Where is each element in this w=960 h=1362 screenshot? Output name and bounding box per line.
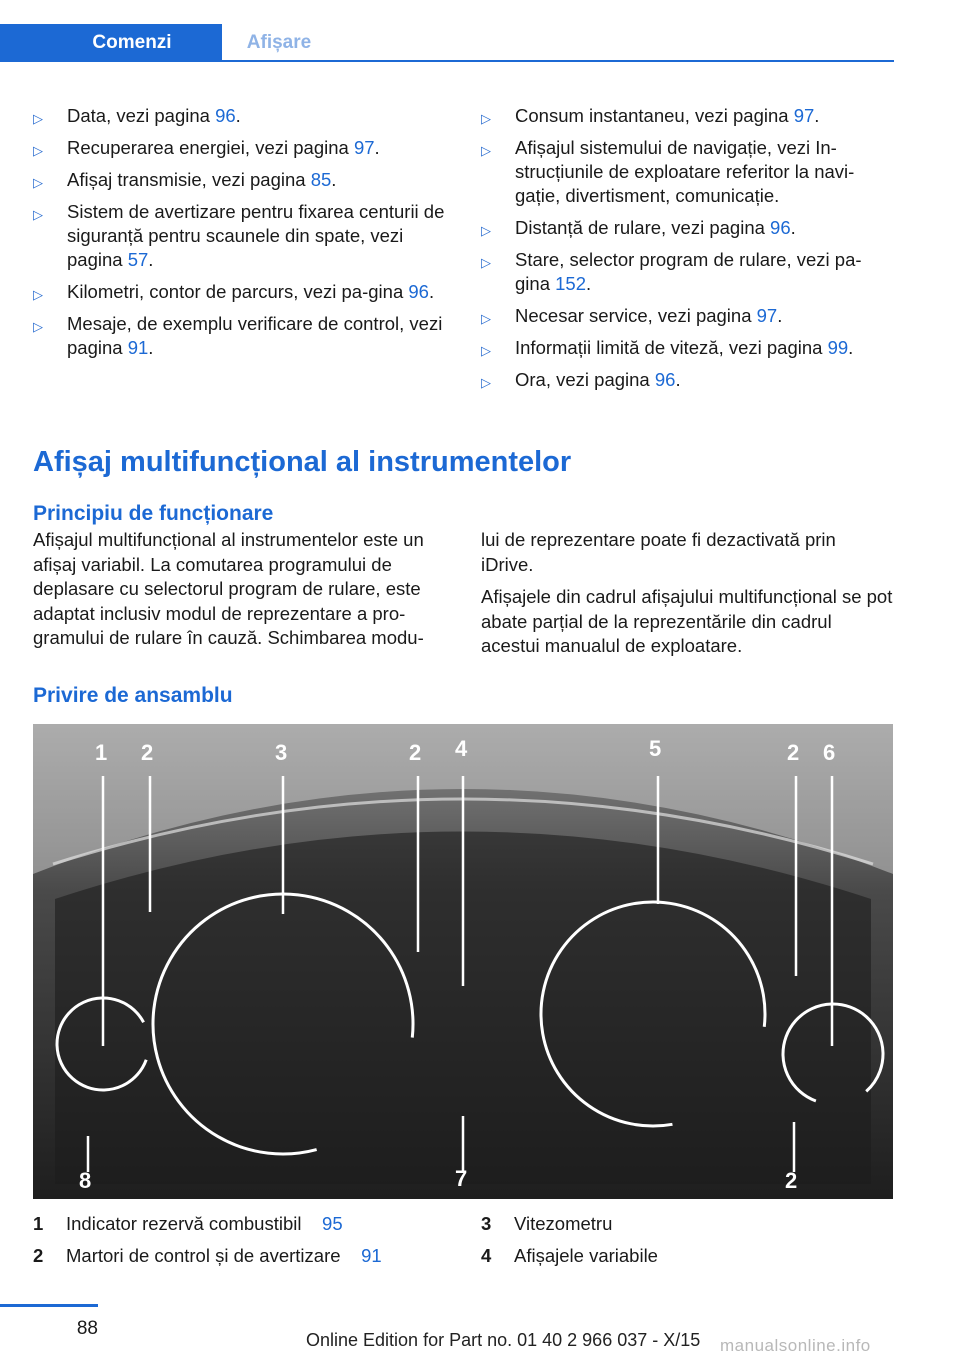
- bullet-triangle-icon: ▷: [33, 111, 43, 126]
- page-reference-link[interactable]: 85: [310, 169, 332, 190]
- bullet-punctuation: .: [586, 273, 592, 294]
- legend-label: Indicator rezervă combustibil: [66, 1213, 302, 1234]
- right-bullet-list: [481, 104, 893, 392]
- principle-right-column: [481, 528, 893, 659]
- page-reference-link[interactable]: 96: [770, 217, 791, 238]
- page-number: 88: [76, 1318, 98, 1339]
- bullet-triangle-icon: ▷: [33, 287, 43, 302]
- bullet-triangle-icon: ▷: [33, 143, 43, 158]
- bullet-punctuation: .: [148, 249, 154, 270]
- right-bullet-column: [481, 104, 893, 400]
- legend-left: [33, 1208, 382, 1272]
- left-bullet-list: [33, 104, 453, 360]
- footer-edition-text: Online Edition for Part no. 01 40 2 966 037 - X/15: [306, 1330, 701, 1350]
- bullet-punctuation: .: [814, 105, 820, 126]
- instrument-cluster-figure: [33, 724, 893, 1199]
- bullet-punctuation: .: [675, 369, 681, 390]
- bullet-text: Kilometri, contor de parcurs, vezi pa‐gina: [67, 281, 409, 302]
- bullet-triangle-icon: ▷: [33, 319, 43, 334]
- footer-accent-line: [0, 1304, 98, 1307]
- callout-number-top: 4: [455, 736, 468, 761]
- bullet-punctuation: .: [428, 281, 435, 302]
- principle-text-right-1: lui de reprezentare poate fi dezactivată prin iDrive.: [481, 529, 836, 575]
- callout-number-bottom: 2: [785, 1168, 798, 1193]
- bullet-text: Sistem de avertizare pentru fixarea centurii de siguranță pentru scaunele din spate, vezi pagina: [67, 201, 445, 270]
- bullet-text: Data, vezi pagina: [67, 105, 216, 126]
- legend-label: Vitezometru: [514, 1213, 613, 1234]
- bullet-punctuation: .: [235, 105, 241, 126]
- bullet-text: Ora, vezi pagina: [515, 369, 655, 390]
- legend-label: Martori de control și de avertizare: [66, 1245, 341, 1266]
- bullet-text: Necesar service, vezi pagina: [515, 305, 757, 326]
- right-bullet-item: [481, 216, 893, 240]
- left-bullet-column: [33, 104, 453, 368]
- bullet-triangle-icon: ▷: [481, 343, 491, 358]
- bullet-text: Informații limită de viteză, vezi pagina: [515, 337, 828, 358]
- bullet-text: Consum instantaneu, vezi pagina: [515, 105, 794, 126]
- page-reference-link[interactable]: 96: [215, 105, 236, 126]
- principle-text-right-2: Afișajele din cadrul afișajului multifuncțional se pot abate parțial de la reprezentările din cadrul acestui manualul de exploatare.: [481, 586, 893, 656]
- legend-number: 2: [33, 1245, 44, 1266]
- bullet-triangle-icon: ▷: [481, 111, 491, 126]
- legend-item: [481, 1208, 658, 1240]
- bullet-text: Afișaj transmisie, vezi pagina: [67, 169, 311, 190]
- left-bullet-item: [33, 280, 453, 304]
- page-reference-link[interactable]: 99: [827, 337, 849, 358]
- principle-text-left: Afișajul multifuncțional al instrumentelor este un afișaj variabil. La comutarea programului de deplasare cu selectorul program de rulare, este adaptat inclusiv modul de reprezentare a pro‐gramului de rulare în cauză. Schimbarea modu‐: [33, 529, 424, 648]
- bullet-punctuation: .: [374, 137, 380, 158]
- right-bullet-item: [481, 104, 893, 128]
- bullet-text: Recuperarea energiei, vezi pagina: [67, 137, 354, 158]
- page-reference-link[interactable]: 91: [127, 337, 149, 358]
- callout-number-bottom: 8: [79, 1168, 92, 1193]
- right-bullet-item: [481, 248, 893, 296]
- bullet-triangle-icon: ▷: [481, 255, 491, 270]
- callout-number-top: 6: [823, 740, 836, 765]
- page-reference-link[interactable]: 96: [654, 369, 676, 390]
- left-bullet-item: [33, 104, 453, 128]
- left-bullet-item: [33, 312, 453, 360]
- left-bullet-item: [33, 200, 453, 272]
- callout-number-top: 2: [409, 740, 422, 765]
- bullet-triangle-icon: ▷: [481, 311, 491, 326]
- page-reference-link[interactable]: 57: [127, 249, 149, 270]
- legend-item: [33, 1240, 382, 1272]
- bullet-triangle-icon: ▷: [481, 223, 491, 238]
- bullet-text: Distanță de rulare, vezi pagina: [515, 217, 771, 238]
- bullet-punctuation: .: [331, 169, 337, 190]
- left-bullet-item: [33, 168, 453, 192]
- instrument-cluster-illustration: [33, 724, 893, 1199]
- tab-comenzi[interactable]: Comenzi: [0, 24, 222, 62]
- bullet-punctuation: .: [848, 337, 854, 358]
- page-reference-link[interactable]: 96: [408, 281, 429, 302]
- bullet-text: Mesaje, de exemplu verificare de control, vezi pagina: [67, 313, 443, 358]
- watermark: manualsonline.info: [720, 1336, 871, 1355]
- legend-right: [481, 1208, 658, 1272]
- legend-item: [33, 1208, 382, 1240]
- legend-number: 4: [481, 1245, 492, 1266]
- legend-number: 3: [481, 1213, 492, 1234]
- bullet-punctuation: .: [777, 305, 783, 326]
- callout-number-top: 2: [141, 740, 154, 765]
- callout-number-top: 3: [275, 740, 288, 765]
- bullet-punctuation: .: [790, 217, 796, 238]
- legend-item: [481, 1240, 658, 1272]
- callout-number-top: 5: [649, 736, 662, 761]
- legend-page-link[interactable]: 91: [361, 1245, 382, 1266]
- bullet-triangle-icon: ▷: [481, 143, 491, 158]
- page-reference-link[interactable]: 97: [756, 305, 778, 326]
- callout-number-bottom: 7: [455, 1166, 468, 1191]
- bullet-triangle-icon: ▷: [33, 175, 43, 190]
- page-reference-link[interactable]: 97: [793, 105, 815, 126]
- bullet-text: Stare, selector program de rulare, vezi pa‐gina: [515, 249, 862, 294]
- tab-afisare[interactable]: Afișare: [246, 32, 312, 53]
- right-bullet-item: [481, 336, 893, 360]
- right-bullet-item: [481, 304, 893, 328]
- callout-number-top: 1: [95, 740, 108, 765]
- header-tab-bar: [0, 0, 894, 62]
- callout-number-top: 2: [787, 740, 800, 765]
- subsection-principle-title: Principiu de funcționare: [33, 502, 274, 525]
- subsection-overview-title: Privire de ansamblu: [33, 684, 233, 707]
- page-reference-link[interactable]: 97: [353, 137, 375, 158]
- section-title: Afișaj multifuncțional al instrumentelor: [33, 446, 572, 478]
- bullet-text: Afișajul sistemului de navigație, vezi In‐strucțiunile de exploatare referitor la navi‐gație, divertisment, comunicație.: [515, 137, 855, 206]
- bullet-triangle-icon: ▷: [481, 375, 491, 390]
- page-reference-link[interactable]: 152: [555, 273, 586, 294]
- bullet-punctuation: .: [148, 337, 154, 358]
- right-bullet-item: [481, 136, 893, 208]
- legend-number: 1: [33, 1213, 44, 1234]
- legend-page-link[interactable]: 95: [322, 1213, 343, 1234]
- bullet-triangle-icon: ▷: [33, 207, 43, 222]
- legend-label: Afișajele variabile: [514, 1245, 658, 1266]
- left-bullet-item: [33, 136, 453, 160]
- right-bullet-item: [481, 368, 893, 392]
